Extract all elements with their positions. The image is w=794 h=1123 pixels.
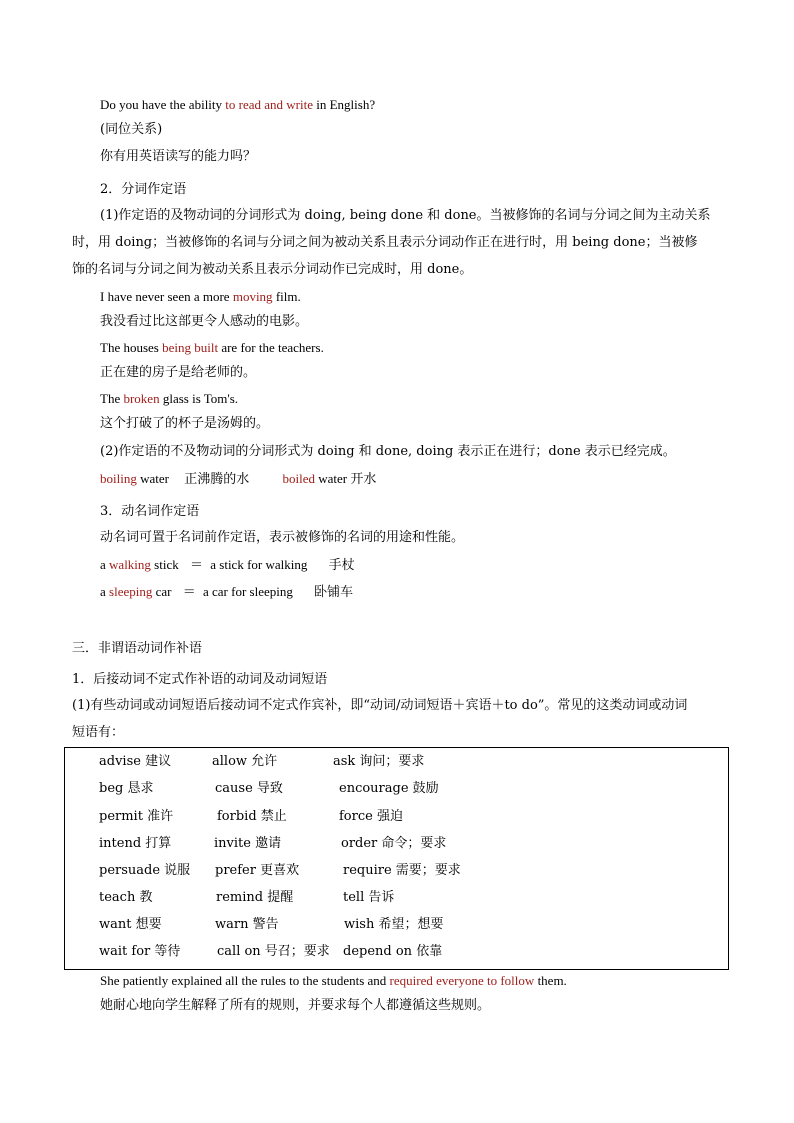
- example-sentence-cn: 你有用英语读写的能力吗？: [100, 149, 257, 164]
- table-cell: allow 允许: [212, 754, 278, 769]
- table-cell: beg 恳求: [99, 781, 154, 796]
- paragraph-line: 动名词可置于名词前作定语，表示被修饰的名词的用途和性能。: [100, 530, 465, 545]
- text-segment: a car for sleeping: [203, 584, 293, 599]
- text-segment: are for the teachers.: [218, 340, 324, 355]
- example-sentence-en: [100, 340, 324, 356]
- section-heading: 三．非谓语动词作补语: [72, 641, 203, 656]
- example-sentence-en: [100, 973, 567, 989]
- table-cell: remind 提醒: [216, 890, 294, 905]
- table-cell: persuade 说服: [99, 863, 191, 878]
- section-heading: 3．动名词作定语: [100, 504, 200, 519]
- equals-sign: ＝: [182, 584, 196, 599]
- paragraph-line: (2)作定语的不及物动词的分词形式为 doing 和 done, doing 表示正在进行；done 表示已经完成。: [100, 444, 676, 459]
- section-heading: 2．分词作定语: [100, 182, 187, 197]
- paragraph-line: 饰的名词与分词之间为被动关系且表示分词动作已完成时，用 done。: [72, 262, 473, 277]
- table-cell: order 命令；要求: [341, 836, 447, 851]
- text-segment: She patiently explained all the rules to the students and: [100, 973, 390, 988]
- example-sentence-cn: 正在建的房子是给老师的。: [100, 365, 257, 380]
- paragraph-line: (1)有些动词或动词短语后接动词不定式作宾补，即“动词/动词短语＋宾语＋to do”。常见的这类动词或动词: [72, 698, 688, 713]
- table-cell: wait for 等待: [99, 944, 181, 959]
- table-cell: require 需要；要求: [343, 863, 461, 878]
- table-cell: tell 告诉: [343, 890, 395, 905]
- table-cell: encourage 鼓励: [339, 781, 439, 796]
- highlight-text: boiled: [282, 471, 315, 486]
- text-segment: a: [100, 557, 110, 572]
- text-segment: water: [136, 471, 169, 486]
- example-phrase: [100, 584, 353, 601]
- highlight-text: boiling: [100, 471, 137, 486]
- text-segment: I have never seen a more: [100, 289, 233, 304]
- translation: 卧铺车: [314, 585, 354, 600]
- text-segment: water 开水: [314, 471, 377, 486]
- text-segment: them.: [534, 973, 567, 988]
- table-cell: prefer 更喜欢: [215, 863, 300, 878]
- text-segment: a stick for walking: [210, 557, 308, 572]
- translation: 正沸腾的水: [184, 472, 250, 487]
- text-segment: stick: [150, 557, 179, 572]
- table-cell: invite 邀请: [214, 836, 282, 851]
- example-sentence-en: [100, 289, 301, 305]
- text-segment: The houses: [100, 340, 163, 355]
- table-cell: cause 导致: [215, 781, 283, 796]
- text-segment: a: [100, 584, 110, 599]
- table-cell: warn 警告: [215, 917, 279, 932]
- verb-table: [64, 747, 729, 970]
- table-cell: advise 建议: [99, 754, 172, 769]
- translation: 手杖: [328, 558, 355, 573]
- table-cell: want 想要: [99, 917, 162, 932]
- text-segment: Do you have the ability: [100, 97, 226, 112]
- table-cell: call on 号召；要求: [217, 944, 330, 959]
- example-sentence-en: [100, 97, 375, 113]
- table-cell: ask 询问；要求: [333, 754, 425, 769]
- example-sentence-en: [100, 391, 238, 407]
- table-cell: intend 打算: [99, 836, 172, 851]
- highlight-text: broken: [123, 391, 160, 406]
- highlight-text: to read and write: [225, 97, 313, 112]
- relation-note: (同位关系): [100, 122, 163, 137]
- text-segment: The: [100, 391, 124, 406]
- subsection-heading: 1．后接动词不定式作补语的动词及动词短语: [72, 672, 328, 687]
- example-sentence-cn: 这个打破了的杯子是汤姆的。: [100, 416, 270, 431]
- equals-sign: ＝: [189, 557, 203, 572]
- paragraph-line: 短语有：: [72, 725, 125, 740]
- highlight-text: moving: [232, 289, 273, 304]
- paragraph-line: 时，用 doing；当被修饰的名词与分词之间为被动关系且表示分词动作正在进行时，用 being done；当被修: [72, 235, 698, 250]
- highlight-text: walking: [109, 557, 151, 572]
- example-phrase: [100, 557, 355, 574]
- table-cell: teach 教: [99, 890, 153, 905]
- highlight-text: sleeping: [109, 584, 153, 599]
- example-phrase: [100, 471, 376, 488]
- table-cell: force 强迫: [339, 809, 403, 824]
- example-sentence-cn: 她耐心地向学生解释了所有的规则，并要求每个人都遵循这些规则。: [100, 998, 491, 1013]
- table-cell: permit 准许: [99, 809, 174, 824]
- table-cell: forbid 禁止: [217, 809, 287, 824]
- example-sentence-cn: 我没看过比这部更令人感动的电影。: [100, 314, 309, 329]
- table-cell: wish 希望；想要: [344, 917, 444, 932]
- highlight-text: being built: [162, 340, 219, 355]
- table-cell: depend on 依靠: [343, 944, 443, 959]
- text-segment: in English?: [313, 97, 376, 112]
- highlight-text: required everyone to follow: [389, 973, 535, 988]
- text-segment: glass is Tom's.: [159, 391, 239, 406]
- text-segment: film.: [272, 289, 301, 304]
- text-segment: car: [152, 584, 172, 599]
- paragraph-line: (1)作定语的及物动词的分词形式为 doing, being done 和 done。当被修饰的名词与分词之间为主动关系: [100, 208, 711, 223]
